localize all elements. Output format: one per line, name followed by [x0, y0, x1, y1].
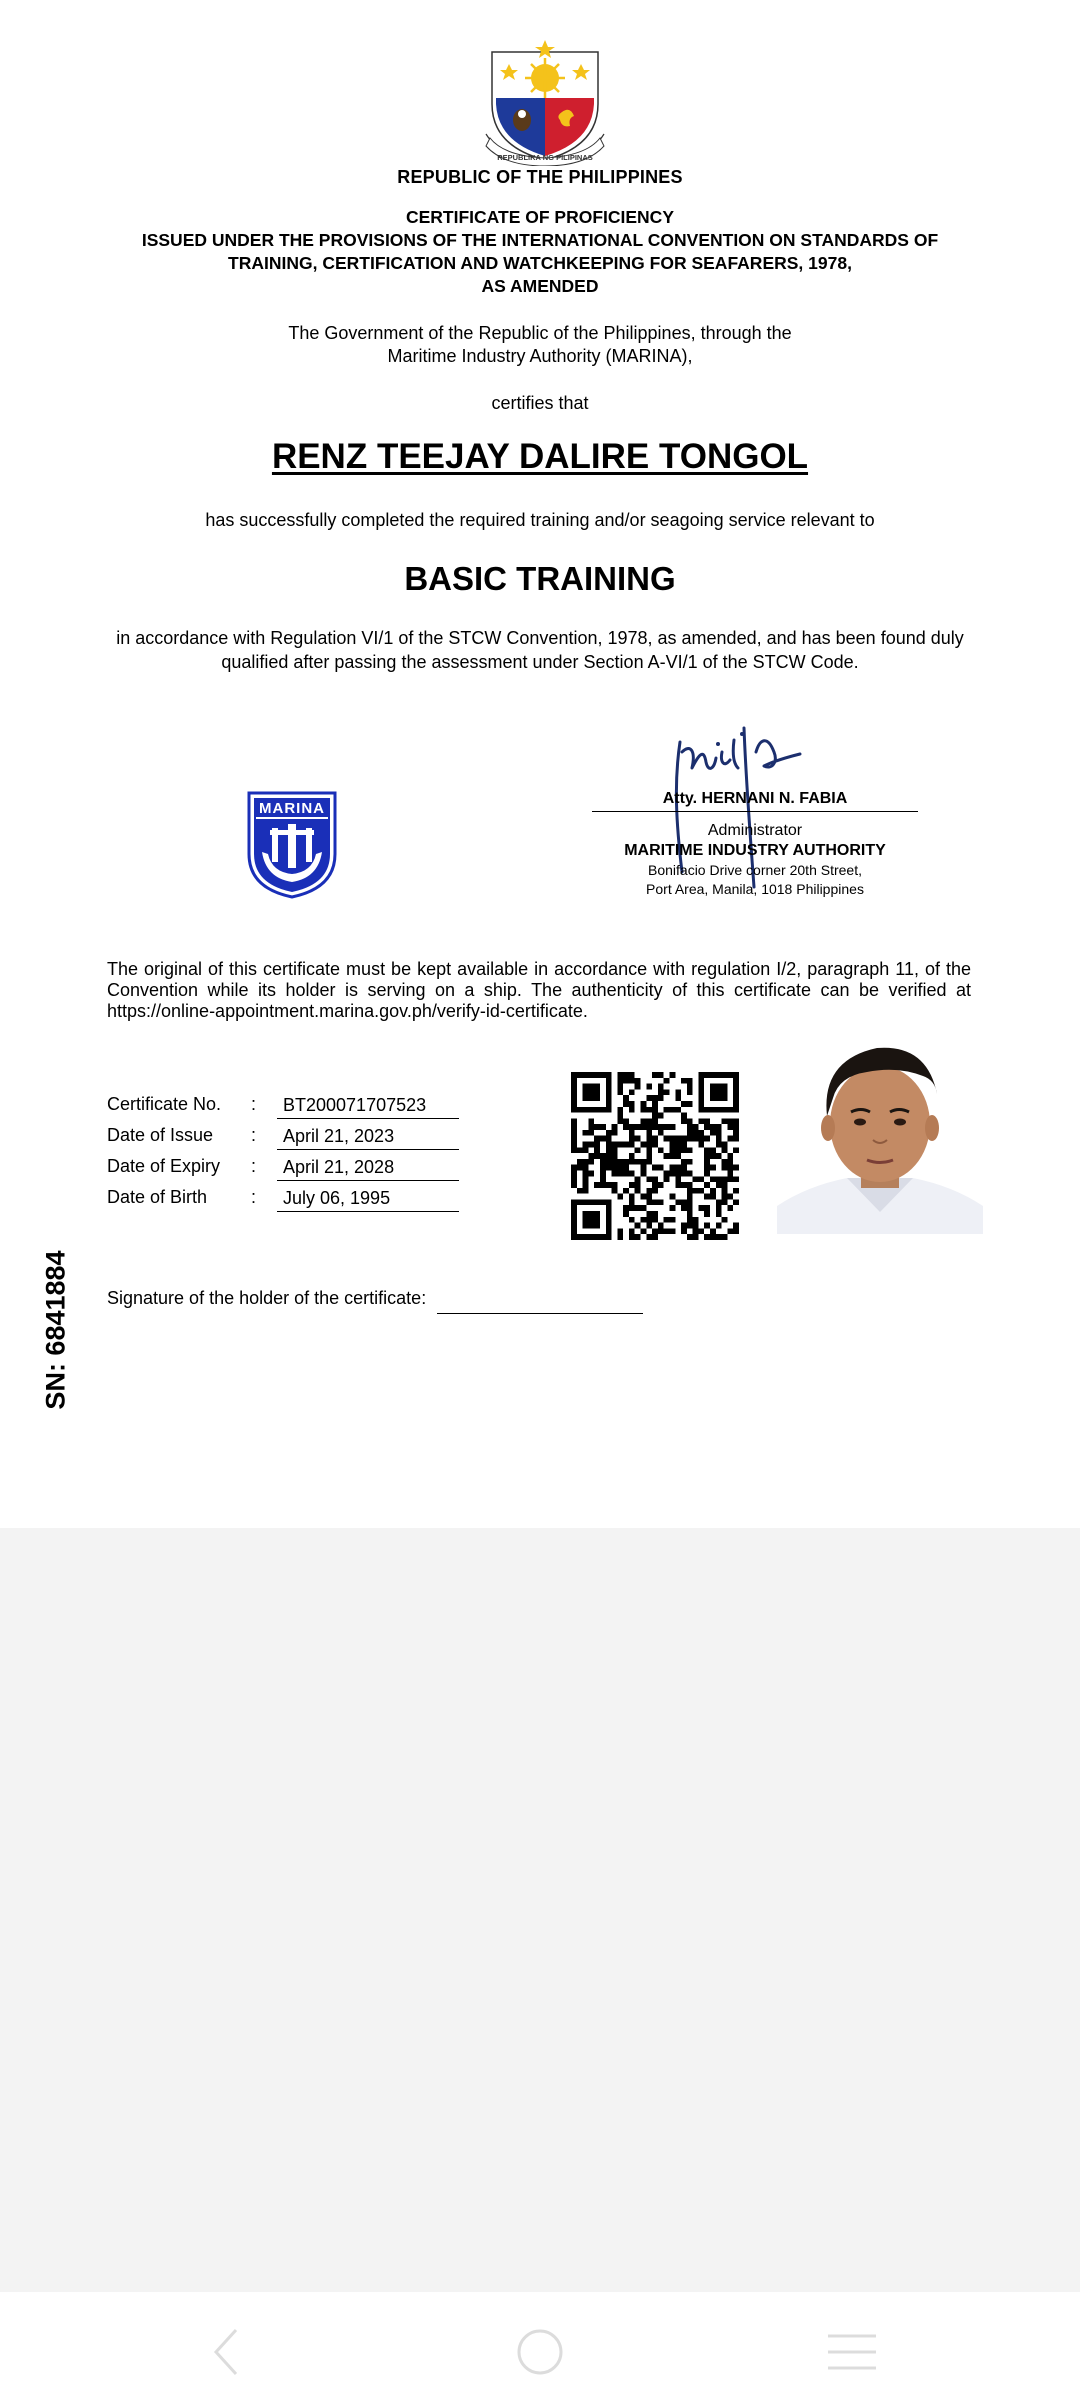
detail-row-certificate-no [107, 1090, 457, 1120]
detail-value: July 06, 1995 [277, 1183, 459, 1212]
convention-line-2: TRAINING, CERTIFICATION AND WATCHKEEPING FOR SEAFARERS, 1978, [228, 253, 852, 273]
detail-value: April 21, 2023 [277, 1121, 459, 1150]
detail-label: Date of Expiry [107, 1156, 221, 1176]
convention-line-3: AS AMENDED [481, 276, 599, 296]
detail-separator: : [251, 1094, 257, 1114]
holder-signature-label: Signature of the holder of the certificate: [107, 1288, 427, 1308]
regulation-statement [100, 626, 980, 674]
government-line-1: The Government of the Republic of the Philippines, through the [288, 323, 792, 343]
signatory-name: Atty. HERNANI N. FABIA [662, 790, 848, 807]
holder-signature-line [437, 1313, 643, 1314]
verification-qr-code-icon [571, 1072, 739, 1240]
signatory-line [592, 811, 918, 812]
training-title: BASIC TRAINING [404, 560, 676, 597]
detail-separator: : [251, 1156, 257, 1176]
system-navigation-bar [0, 2292, 1080, 2408]
marina-logo-icon [246, 790, 338, 900]
certificate-type: CERTIFICATE OF PROFICIENCY [405, 207, 674, 227]
holder-name: RENZ TEEJAY DALIRE TONGOL [271, 437, 809, 476]
marina-logo-text: MARINA [259, 800, 325, 817]
detail-row-date-of-birth [107, 1183, 457, 1213]
detail-label: Date of Birth [107, 1187, 208, 1207]
philippine-coat-of-arms-icon [482, 34, 608, 166]
recents-menu-icon[interactable] [822, 2322, 882, 2382]
detail-row-date-of-expiry [107, 1152, 457, 1182]
regulation-line-1: in accordance with Regulation VI/1 of the STCW Convention, 1978, as amended, and has been found duly [116, 628, 964, 648]
home-circle-icon[interactable] [510, 2322, 570, 2382]
detail-value: BT200071707523 [277, 1090, 459, 1119]
back-chevron-icon[interactable] [196, 2322, 256, 2382]
regulation-line-2: qualified after passing the assessment under Section A-VI/1 of the STCW Code. [221, 652, 859, 672]
detail-value: April 21, 2028 [277, 1152, 459, 1181]
detail-separator: : [251, 1125, 257, 1145]
verification-notice: The original of this certificate must be kept available in accordance with regulation I/2, paragraph 11, of the Convention while its holder is serving on a ship. The authenticity of this certificate can be verified at https://online-appointment.marina.gov.ph/verify-id-certificate. [107, 959, 971, 1021]
signatory-address-line-2: Port Area, Manila, 1018 Philippines [646, 881, 864, 897]
detail-row-date-of-issue [107, 1121, 457, 1151]
signatory-block [592, 820, 918, 899]
serial-number: SN: 6841884 [40, 1250, 71, 1410]
certifies-text: certifies that [491, 393, 589, 413]
government-statement [0, 322, 1080, 368]
signatory-address-line-1: Bonifacio Drive corner 20th Street, [648, 862, 862, 878]
convention-line-1: ISSUED UNDER THE PROVISIONS OF THE INTERNATIONAL CONVENTION ON STANDARDS OF [141, 230, 939, 250]
holder-photo [777, 1036, 983, 1234]
government-line-2: Maritime Industry Authority (MARINA), [387, 346, 693, 366]
detail-separator: : [251, 1187, 257, 1207]
certificate-heading [0, 206, 1080, 298]
republic-heading: REPUBLIC OF THE PHILIPPINES [397, 167, 683, 187]
detail-label: Certificate No. [107, 1094, 222, 1114]
detail-label: Date of Issue [107, 1125, 214, 1145]
signatory-organization: MARITIME INDUSTRY AUTHORITY [624, 842, 886, 859]
svg-text:REPUBLIKA NG PILIPINAS: REPUBLIKA NG PILIPINAS [497, 153, 593, 162]
completion-statement: has successfully completed the required training and/or seagoing service relevant to [205, 510, 875, 530]
signatory-title: Administrator [707, 822, 803, 839]
